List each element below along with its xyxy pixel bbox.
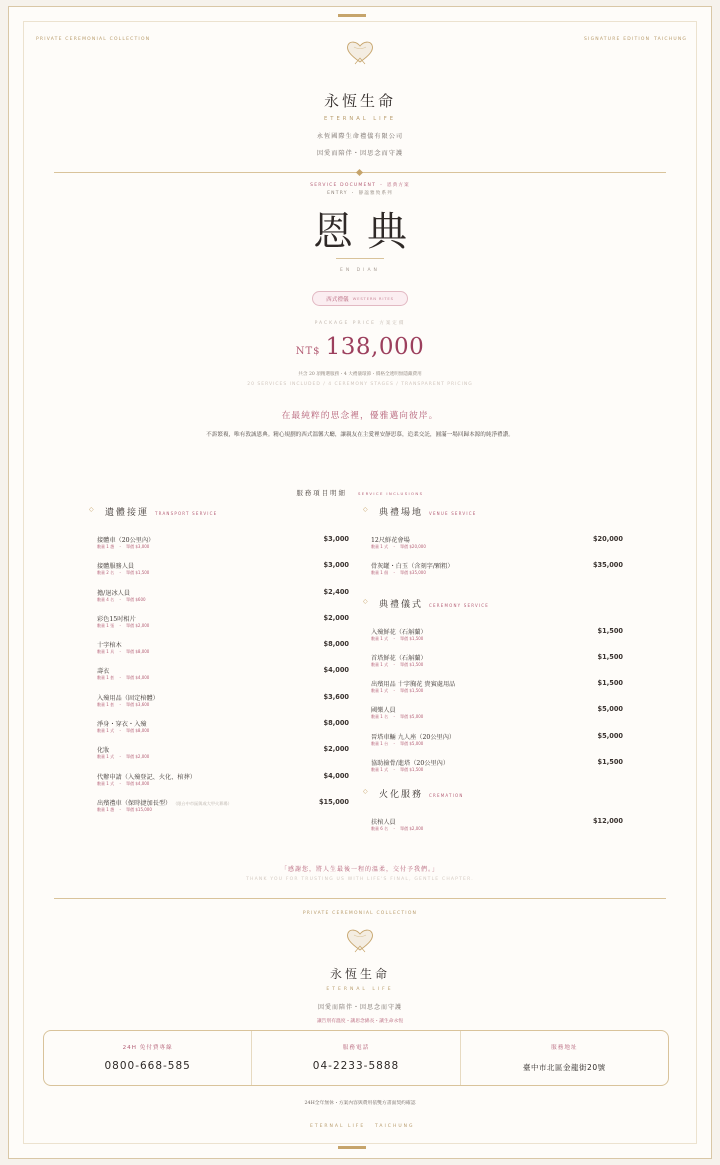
brand-slogan: 因愛而陪伴・因思念而守護 [316,150,404,157]
service-item-name [371,732,455,741]
service-item [97,561,349,587]
service-item-quantity: 數量 1 套 ・ 單價 $3,600 [97,701,150,707]
closing-quote-en: THANK YOU FOR TRUSTING US WITH LIFE'S FINAL, GENTLE CHAPTER. [246,877,474,882]
service-item-price: $4,000 [323,666,349,675]
service-item [97,745,349,771]
contact-address-label: 服務地址 [551,1045,578,1051]
service-item-name [97,614,136,623]
service-item-quantity: 數量 1 張 ・ 單價 $2,000 [97,622,150,628]
section-venue-head [363,505,623,519]
service-item [371,653,623,679]
contact-address [460,1031,668,1085]
service-item-name [97,693,159,702]
service-item-price: $8,000 [323,719,349,728]
footer-sub-slogan: 讓告別有溫度・讓思念綿長・讓生命永恆 [316,1019,404,1024]
contact-hotline-label: 24H 免付費專線 [122,1045,173,1051]
service-item-name-text: 扶棺人員 [371,819,396,827]
service-item-price: $12,000 [592,817,623,826]
service-item-name-text: 入殮用品（固定棺體） [97,694,159,702]
brand-name-zh: 永恆生命 [323,92,396,110]
service-item-name [97,719,147,728]
service-item [97,640,349,666]
service-item-quantity: 數量 1 個 ・ 單價 $35,000 [371,570,426,576]
section-transport-head [89,505,349,519]
contact-address-value[interactable]: 臺中市北區金龍街20號 [523,1063,606,1072]
service-item [371,758,623,784]
service-item [371,627,623,653]
heart-ring-icon [342,38,378,66]
service-item [97,588,349,614]
service-item-price: $35,000 [592,561,623,570]
service-item-quantity: 數量 1 具 ・ 單價 $8,000 [97,649,150,655]
service-item-price: $3,000 [323,535,349,543]
section-bullet-icon: ◇ [363,788,368,796]
rite-type-en: WESTERN RITES [352,296,394,301]
rite-type-tag [312,291,408,306]
service-item [371,817,623,843]
section-transport-title-en: TRANSPORT SERVICE [155,511,218,516]
title-underline [336,258,384,259]
service-item-name [371,653,427,662]
section-venue-title-en: VENUE SERVICE [429,511,477,516]
service-item-quantity: 數量 6 名 ・ 單價 $2,000 [371,826,424,832]
service-item-quantity: 數量 1 套 ・ 單價 $4,000 [97,675,150,681]
package-description: 不訴繁複，唯有敦誠恩典。精心規劃的西式溫馨大廳，讓親友在主愛裡安靜思慕，追柔交託，圓滿一場回歸本源的純淨禮讚。 [206,432,514,438]
service-item [371,535,623,561]
package-title-en: EN DIAN [340,268,380,273]
rite-type-zh: 西式禮儀 [326,296,349,303]
service-item-name-text: 首塔鮮花（石斛蘭） [371,654,427,662]
section-ceremony-title-en: CEREMONY SERVICE [429,602,490,608]
service-item-price: $1,500 [597,652,623,661]
header-right-tag-1: SIGNATURE EDITION [584,37,651,42]
service-item-name-text: 擔/退冰人員 [97,589,131,597]
service-item [97,798,349,824]
service-item-name-text: 骨灰罐・白玉（含刻字/顆粗） [371,563,454,571]
service-item-name-text: 出殯禮車（保時捷加長型） [97,799,172,807]
inclusions-title-en: SERVICE INCLUSIONS [357,491,424,496]
venue-list [371,535,623,588]
price-amount: 138,000 [325,334,425,360]
service-item-quantity: 數量 1 式 ・ 單價 $20,000 [371,544,426,549]
ceremony-list [371,627,623,785]
brand-name-en: ETERNAL LIFE [324,116,396,122]
service-item [97,693,349,719]
service-item-price: $4,000 [323,771,349,780]
bottom-accent-bar [338,1146,366,1149]
package-summary: 共含 20 項精選服務・4 大禮儀環節・價格全透明無隱藏費用 [298,372,422,377]
price-block [0,334,720,360]
service-item [371,705,623,731]
service-item-price: $8,000 [323,640,349,649]
service-item-quantity: 數量 1 趟 ・ 單價 $3,000 [97,544,150,549]
service-item-name-text: 彩色15吋相片 [97,615,136,623]
service-item [97,772,349,798]
service-item-name-text: 國樂人員 [371,707,396,715]
service-item-quantity: 數量 1 式 ・ 單價 $8,000 [97,728,150,734]
service-item-price: $3,600 [323,692,349,701]
package-quote: 在最純粹的思念裡，優雅邁向彼岸。 [281,411,439,421]
service-item-name [97,535,154,544]
price-currency: NT$ [295,346,321,357]
section-bullet-icon: ◇ [363,597,368,605]
left-column [89,505,349,824]
service-item [97,535,349,561]
service-item-price: $1,500 [597,626,623,635]
service-item-price: $2,000 [323,613,349,622]
service-item-quantity: 數量 1 式 ・ 單價 $1,500 [371,688,424,694]
contact-phone-value[interactable]: 04-2233-5888 [312,1060,400,1072]
service-item-name [97,772,196,781]
section-cremation-title-en: CREMATION [429,793,464,799]
service-item-price: $2,000 [323,745,349,754]
service-item-price: $2,400 [323,587,349,596]
service-item-note: （限台中市區與或大甲火葬場） [175,800,232,806]
service-item [97,719,349,745]
service-item-quantity: 數量 4 名 ・ 單價 $600 [97,596,146,602]
service-item-quantity: 數量 1 名 ・ 單價 $5,000 [371,714,424,720]
service-item-name-text: 入殮鮮花（石斛蘭） [371,628,427,636]
service-item-name [97,798,232,807]
service-item-price: $3,000 [323,561,349,570]
service-item-price: $15,000 [318,797,349,806]
service-item-quantity: 數量 1 趟 ・ 單價 $15,000 [97,806,152,812]
service-item [371,561,623,587]
inclusions-title-zh: 服務項目明細 [296,489,347,497]
service-item-quantity: 數量 1 式 ・ 單價 $4,000 [97,780,150,786]
section-venue-title: 典禮場地 [379,508,424,518]
service-item-name-text: 代辦申請（入殮登記、火化、棺葬） [97,773,196,781]
service-item-name [97,588,130,597]
footer-bottom-left: ETERNAL LIFE [310,1124,366,1129]
contact-hotline [44,1031,251,1085]
transport-list [97,535,349,824]
service-item-quantity: 數量 1 式 ・ 單價 $1,500 [371,635,424,641]
service-item-name-text: 十字棺木 [97,642,122,650]
service-item-price: $20,000 [592,535,623,543]
service-item [97,614,349,640]
service-item-name-text: 接體車（20公里內） [97,537,155,544]
price-label: PACKAGE PRICE 方案定價 [314,321,406,326]
service-item-name [371,679,455,688]
service-item [371,732,623,758]
contact-box [43,1030,669,1086]
service-item [371,679,623,705]
service-item [97,666,349,692]
service-item-name-text: 接體服務人員 [97,563,135,571]
footer-tag: PRIVATE CEREMONIAL COLLECTION [302,911,418,916]
header-left-tag: PRIVATE CEREMONIAL COLLECTION [36,37,151,42]
service-item-price: $5,000 [597,731,623,740]
right-column [363,505,623,844]
service-item-quantity: 數量 2 名 ・ 單價 $1,500 [97,570,150,576]
service-item-name-text: 壽衣 [97,668,110,676]
service-item-quantity: 數量 1 台 ・ 單價 $5,000 [371,740,424,746]
service-item-name-text: 出殯用品 十字胸花 貴賓處用品 [371,681,456,689]
contact-phone-label: 服務電話 [342,1045,370,1051]
footer-divider [54,898,666,899]
service-item-name-text: 協助撿骨/進塔（20公里內） [371,760,450,768]
footer-slogan: 因愛而陪伴・因思念而守護 [317,1004,402,1011]
service-item-price: $1,500 [597,679,623,688]
section-bullet-icon: ◇ [89,506,94,513]
service-item-quantity: 數量 1 式 ・ 單價 $2,000 [97,754,150,760]
footer-brand-zh: 永恆生命 [329,967,390,981]
tier-label: ENTRY ・ 靜謐雅致系列 [327,191,393,196]
top-accent-bar [338,14,366,17]
section-ceremony-title: 典禮儀式 [379,599,424,610]
package-title: 恩典 [313,209,421,255]
service-item-price: $5,000 [597,705,623,714]
cremation-list [371,817,623,843]
company-name: 永恆國際生命禮儀有限公司 [316,133,404,140]
service-item-name-text: 晉塔車輛 九人座（20公里內） [371,733,456,741]
section-cremation-head [363,787,623,801]
doc-label: SERVICE DOCUMENT ・ 恩典方案 [310,183,410,188]
section-cremation-title: 火化服務 [379,790,424,801]
service-item-price: $1,500 [597,758,623,767]
section-bullet-icon: ◇ [363,506,368,513]
section-ceremony-head [363,597,623,611]
footer-brand-en: ETERNAL LIFE [326,987,394,992]
header-right-tag-2: TAICHUNG [654,37,688,42]
service-item-name-text: 化妝 [97,747,110,755]
service-item-quantity: 數量 1 式 ・ 單價 $1,500 [371,767,424,773]
service-item-name [97,561,134,570]
service-item-name [97,640,122,649]
service-item-name [371,561,454,570]
contact-phone [251,1031,459,1085]
footer-note: 24H全年無休・方案內容與費用依雙方書面契約確認 [304,1101,416,1106]
contact-hotline-value[interactable]: 0800-668-585 [104,1060,191,1072]
service-item-quantity: 數量 1 式 ・ 單價 $1,500 [371,661,424,667]
service-item-name [371,627,427,636]
inclusions-title [0,480,720,499]
closing-quote: 「感謝您，將人生最後一程的溫柔，交付予我們。」 [280,866,439,873]
service-item-name-text: 12尺鮮花會場 [371,537,410,544]
heart-ring-icon [342,926,378,954]
section-transport-title: 遺體接運 [105,508,150,518]
service-item-name [371,535,410,544]
service-item-name-text: 淨身・穿衣・入殮 [97,721,147,729]
footer-bottom-right: TAICHUNG [375,1124,415,1129]
package-summary-en: 20 SERVICES INCLUDED / 4 CEREMONY STAGES / TRANSPARENT PRICING [247,382,473,387]
service-item-name [371,758,449,767]
